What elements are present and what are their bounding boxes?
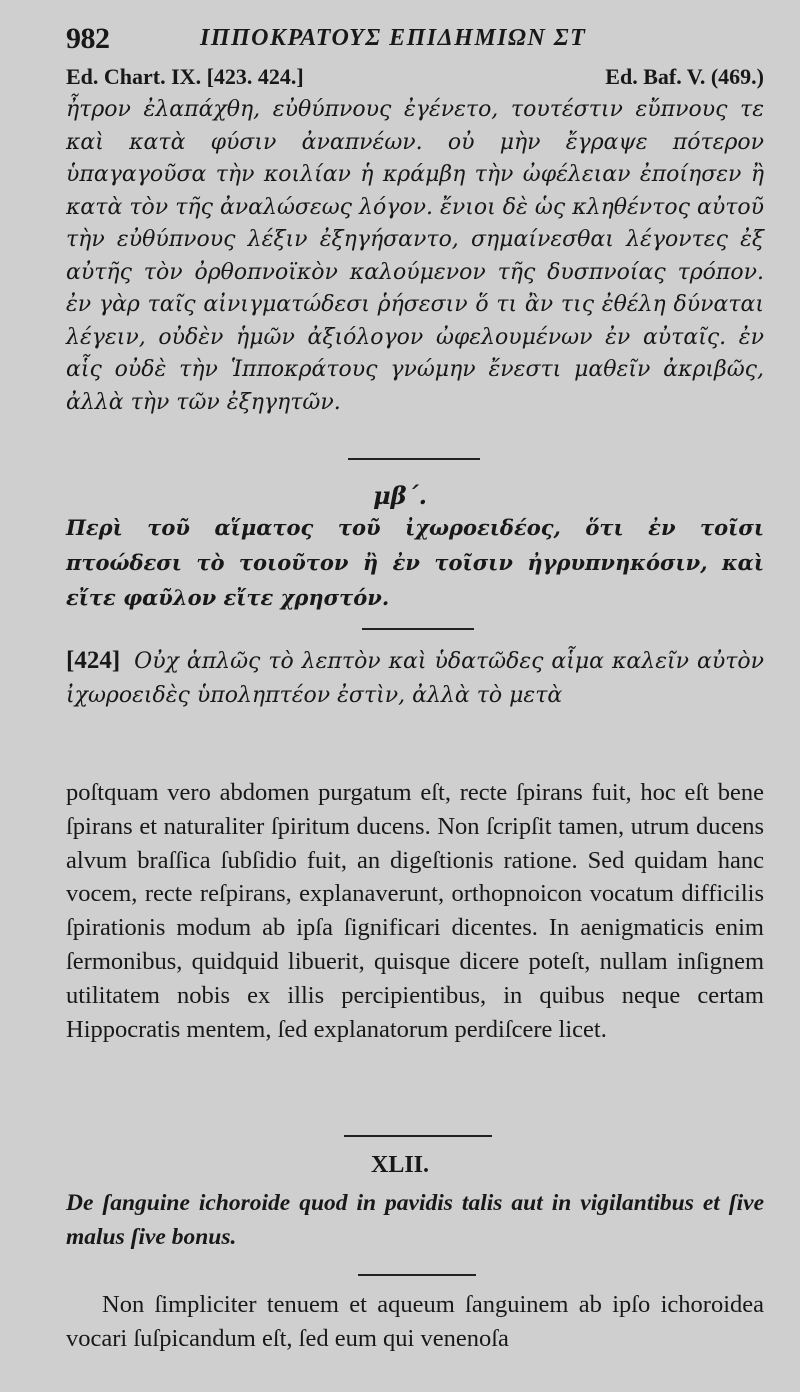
edition-reference-row: [66, 64, 764, 94]
latin-section-number: XLII.: [370, 1152, 430, 1178]
greek-paragraph-1-text: ἦτρον ἐλαπάχθη, εὐθύπνους ἐγένετο, τουτέστιν εὔπνους τε καὶ κατὰ φύσιν ἀναπνέων. οὐ μὴν ἔγραψε πότερον ὑπαγαγοῦσα τὴν κοιλίαν ἡ κράμβη τὴν ὠφέλειαν ἐποίησεν ἢ κατὰ τὸν τῆς ἀναλώσεως λόγον. ἔνιοι δὲ ὡς κληθέντος αὐτοῦ τὴν εὐθύπνους λέξιν ἐξηγήσαντο, σημαίνεσθαι λέγοντες ἐξ αὐτῆς τὸν ὀρθοπνοϊκὸν καλούμενον τῆς δυσπνοίας τρόπον. ἐν γὰρ ταῖς αἰνιγματώδεσι ῥήσεσιν ὅ τι ἂν τις ἐθέλη δύναται λέγειν, οὐδὲν ἡμῶν ἀξιόλογον ὠφελουμένων ἐν αὐταῖς. ἐν αἷς οὐδὲ τὴν Ἱπποκράτους γνώμην ἔνεστι μαθεῖν ἀκριβῶς, ἀλλὰ τὴν τῶν ἐξηγητῶν.: [66, 97, 764, 415]
heading-divider-latin: [358, 1274, 476, 1276]
edition-reference-chartier: Ed. Chart. IX. [423. 424.]: [66, 64, 304, 89]
edition-reference-basel: Ed. Baf. V. (469.): [605, 64, 764, 89]
running-title: ΙΠΠΟΚΡΑΤΟΥΣ ΕΠΙΔΗΜΙΩΝ ΣΤ: [200, 25, 587, 51]
page-number: 982: [66, 22, 110, 55]
section-divider-latin: [344, 1135, 492, 1137]
latin-section-heading: De ſanguine ichoroide quod in pavidis talis aut in vigilantibus et ſive malus ſive bonus.: [66, 1190, 764, 1250]
heading-divider-greek: [362, 628, 474, 630]
latin-paragraph-1: poſtquam vero abdomen purgatum eſt, recte ſpirans fuit, hoc eſt bene ſpirans et naturaliter ſpiritum ducens. Non ſcripſit tamen, utrum ducens alvum braſſica ſubſidio fuit, an digeſtionis ratione. Sed quidam hanc vocem, recte reſpirans, explanaverunt, orthopnoicon vocatum difficilis ſpirationis modum ab ipſa ſignificari dicentes. In aenigmaticis enim ſermonibus, quidquid libuerit, quisque dicere poteſt, nullam inſignem utilitatem nobis ex illis percipientibus, in quibus neque certam Hippocratis mentem, ſed explanatorum perdiſcere licet.: [66, 779, 764, 1043]
page-reference-bracket: [424]: [66, 647, 121, 674]
greek-paragraph-2: [66, 644, 764, 713]
page-header: [66, 22, 764, 58]
greek-paragraph-2-text: Οὐχ ἁπλῶς τὸ λεπτὸν καὶ ὑδατῶδες αἷμα καλεῖν αὐτὸν ἰχωροειδὲς ὑποληπτέον ἐστὶν, ἀλλὰ τὸ μετὰ: [66, 649, 764, 708]
greek-section-heading: Περὶ τοῦ αἵματος τοῦ ἰχωροειδέος, ὅτι ἐν τοῖσι πτοώδεσι τὸ τοιοῦτον ἢ ἐν τοῖσιν ἠγρυπνηκόσιν, καὶ εἴτε φαῦλον εἴτε χρηστόν.: [66, 515, 764, 610]
latin-paragraph-2: Non ſimpliciter tenuem et aqueum ſanguinem ab ipſo ichoroidea vocari ſuſpicandum eſt, ſed eum qui venenoſa: [66, 1291, 764, 1352]
section-divider-greek: [348, 458, 480, 460]
greek-paragraph-1: [66, 94, 764, 419]
greek-section-number: μβ΄.: [373, 481, 427, 510]
